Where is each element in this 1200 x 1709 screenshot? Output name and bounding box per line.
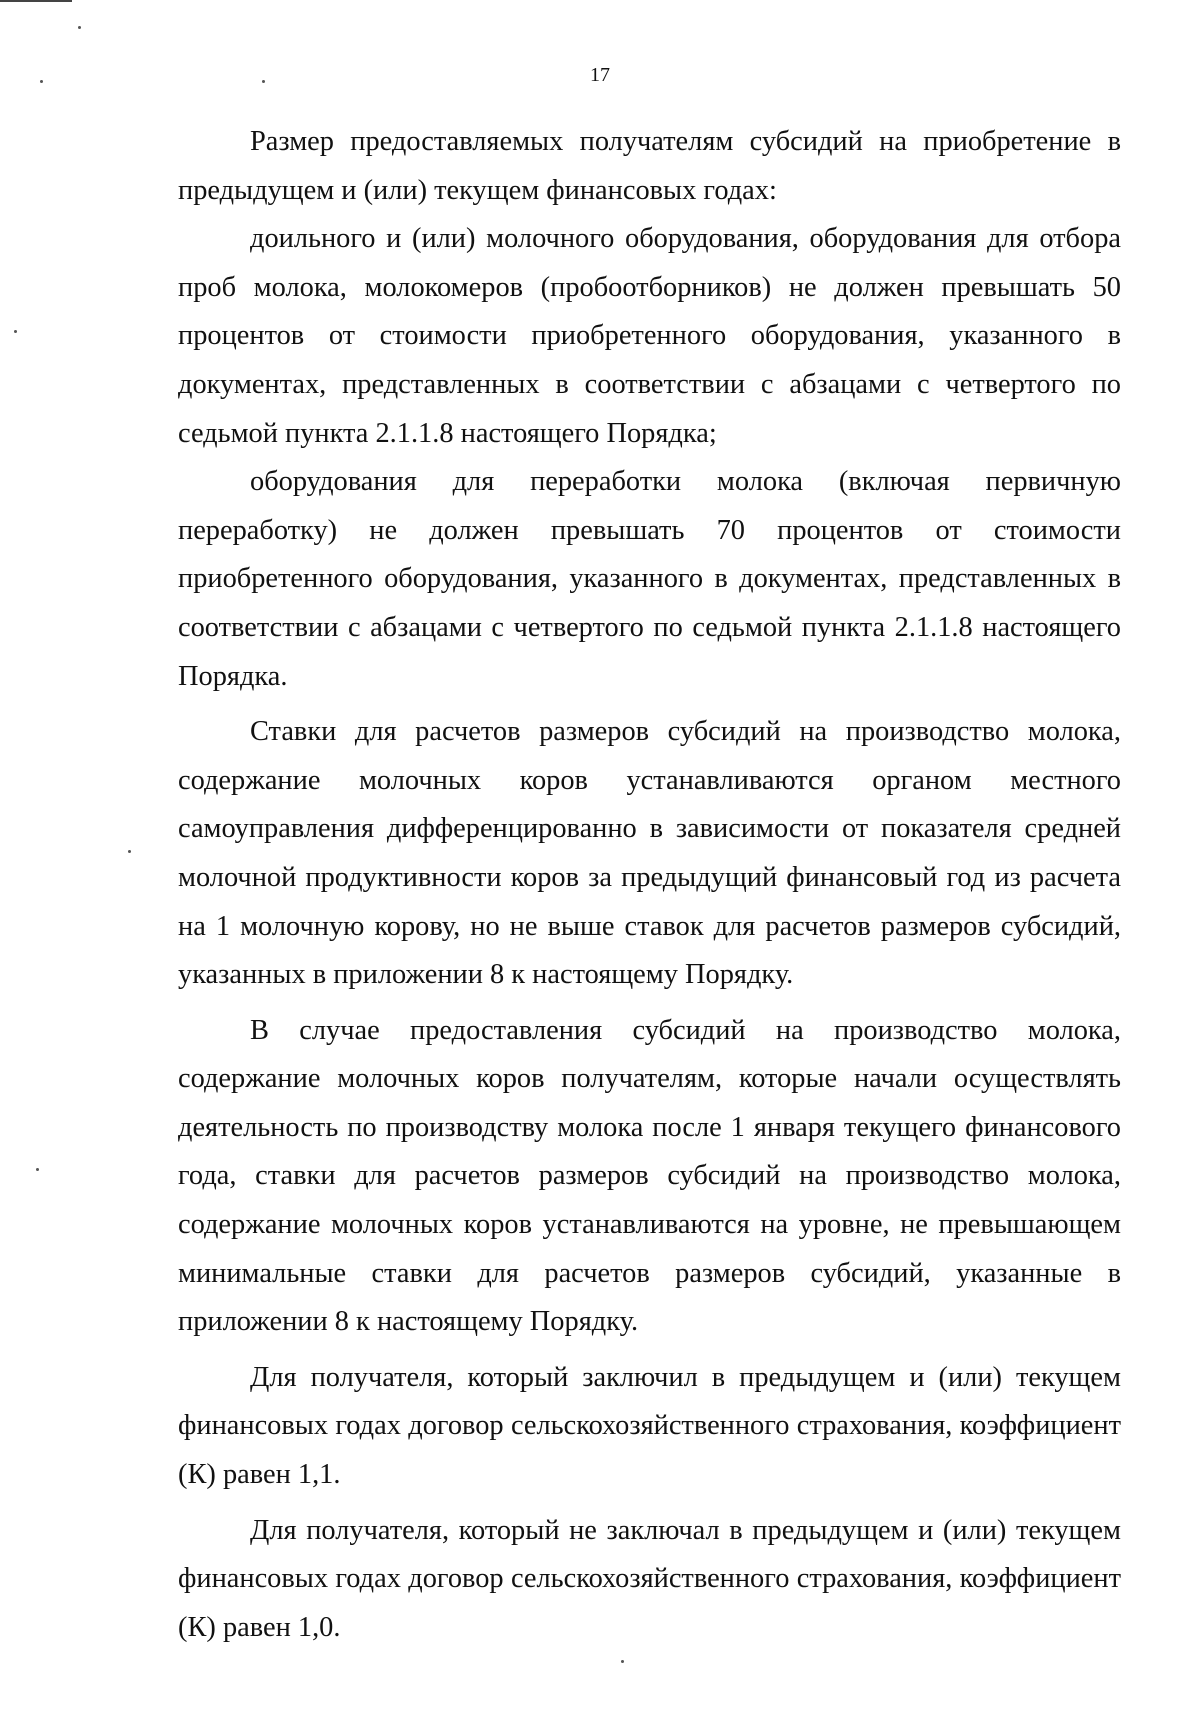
scan-speck bbox=[621, 1660, 624, 1663]
scan-speck bbox=[78, 26, 81, 29]
page-number: 17 bbox=[590, 64, 610, 86]
scan-speck bbox=[36, 1168, 39, 1171]
paragraph-processing-equipment: оборудования для переработки молока (включая первичную переработку) не должен превышать 70 процентов от стоимости приобретенного оборудования, указанного в документах, представленных в соответствии с абзацами с четвертого по седьмой пункта 2.1.1.8 настоящего Порядка. bbox=[178, 466, 1121, 692]
paragraph-new-producers: В случае предоставления субсидий на производство молока, содержание молочных коров получателям, которые начали осуществлять деятельность по производству молока после 1 января текущего финансового года, ставки для расчетов размеров субсидий на производство молока, содержание молочных коров устанавливаются на уровне, не превышающем минимальные ставки для расчетов размеров субсидий, указанные в приложении 8 к настоящему Порядку. bbox=[178, 1014, 1121, 1338]
paragraph-insured-coefficient: Для получателя, который заключил в предыдущем и (или) текущем финансовых годах договор сельскохозяйственного страхования, коэффициент (К) равен 1,1. bbox=[178, 1361, 1121, 1491]
paragraph-rates: Ставки для расчетов размеров субсидий на производство молока, содержание молочных коров устанавливаются органом местного самоуправления дифференцированно в зависимости от показателя средней молочной продуктивности коров за предыдущий финансовый год из расчета на 1 молочную корову, но не выше ставок для расчетов размеров субсидий, указанных в приложении 8 к настоящему Порядку. bbox=[178, 716, 1121, 991]
scan-speck bbox=[14, 330, 17, 333]
paragraph-uninsured-coefficient: Для получателя, который не заключал в предыдущем и (или) текущем финансовых годах договор сельскохозяйственного страхования, коэффициент (К) равен 1,0. bbox=[178, 1514, 1121, 1643]
paragraph-subsidy-size: Размер предоставляемых получателям субсидий на приобретение в предыдущем и (или) текущем финансовых годах: bbox=[178, 126, 1121, 206]
paragraph-milking-equipment: доильного и (или) молочного оборудования, оборудования для отбора проб молока, молокомеров (пробоотборников) не должен превышать 50 процентов от стоимости приобретенного оборудования, указанного в документах, представленных в соответствии с абзацами с четвертого по седьмой пункта 2.1.1.8 настоящего Порядка; bbox=[178, 223, 1121, 449]
document-body bbox=[178, 118, 1121, 1652]
scan-edge-line bbox=[0, 0, 72, 2]
scan-speck bbox=[128, 850, 131, 853]
